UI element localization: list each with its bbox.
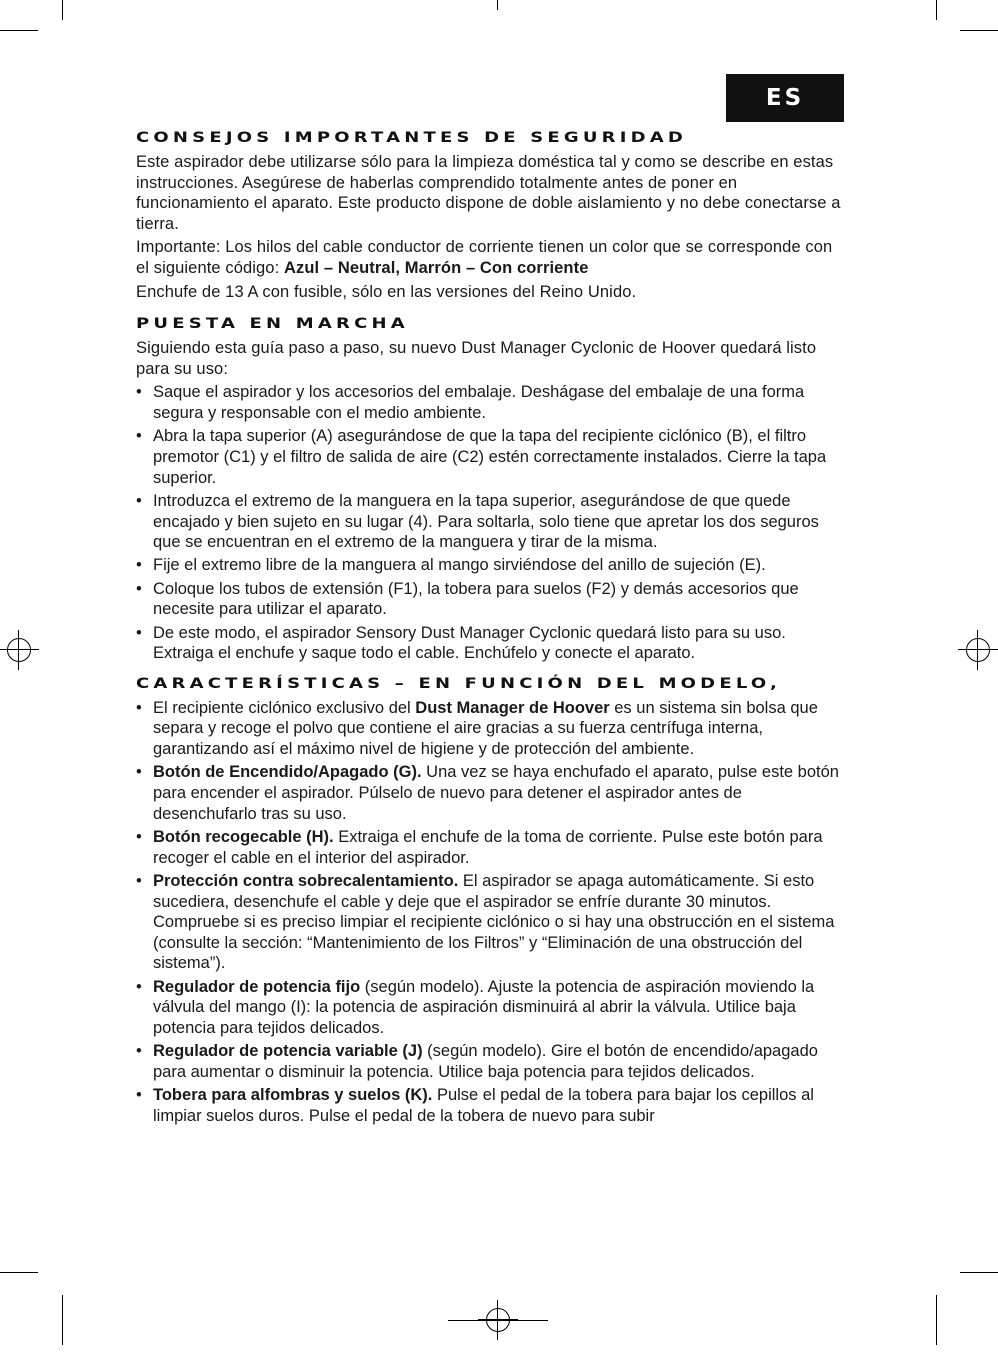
page-content [136,124,848,1129]
list-item: • El recipiente ciclónico exclusivo del Dust Manager de Hoover es un sistema sin bolsa que separa y recoge el polvo que contiene el aire gracias a su fuerza centrífuga interna, garantizando así el máximo nivel de higiene y de protección del ambiente. [136,698,848,760]
features-list [136,698,848,1127]
crop-mark [936,1295,937,1345]
crop-mark [0,1272,38,1273]
list-item: • Regulador de potencia variable (J) (según modelo). Gire el botón de encendido/apagado para aumentar o disminuir la potencia. Utilice baja potencia para tejidos delicados. [136,1041,848,1082]
list-item: • De este modo, el aspirador Sensory Dust Manager Cyclonic quedará listo para su uso. Extraiga el enchufe y saque todo el cable. Enchúfelo y conecte el aparato. [136,623,848,664]
registration-mark-left [0,630,39,670]
registration-mark-right [958,630,998,670]
crop-mark [62,0,63,20]
list-item: • Fije el extremo libre de la manguera al mango sirviéndose del anillo de sujeción (E). [136,555,848,576]
crop-mark [960,30,998,31]
section-title-startup: PUESTA EN MARCHA [136,315,409,332]
list-item: • Abra la tapa superior (A) asegurándose de que la tapa del recipiente ciclónico (B), el filtro premotor (C1) y el filtro de salida de aire (C2) estén correctamente instalados. Cierre la tapa superior. [136,426,848,488]
language-tab: ES [726,74,844,122]
crop-mark [960,1272,998,1273]
list-item: • Protección contra sobrecalentamiento. El aspirador se apaga automáticamente. Si esto sucediera, desenchufe el cable y deje que el aspirador se enfríe durante 30 minutos. Compruebe si es preciso limpiar el recipiente ciclónico o si hay una obstrucción en el sistema (consulte la sección: “Mantenimiento de los Filtros” y “Eliminación de una obstrucción del sistema”). [136,871,848,974]
list-item: • Regulador de potencia fijo (según modelo). Ajuste la potencia de aspiración moviendo la válvula del mango (I): la potencia de aspiración disminuirá al abrir la válvula. Utilice baja potencia para tejidos delicados. [136,977,848,1039]
startup-intro: Siguiendo esta guía paso a paso, su nuevo Dust Manager Cyclonic de Hoover quedará listo para su uso: [136,339,817,378]
list-item: • Introduzca el extremo de la manguera en la tapa superior, asegurándose de que quede encajado y bien sujeto en su lugar (4). Para soltarla, solo tiene que apretar los dos seguros que se encuentran en el extremo de la manguera y tirar de la misma. [136,491,848,553]
startup-list [136,382,848,664]
crop-mark [0,30,38,31]
list-item: • Saque el aspirador y los accesorios del embalaje. Deshágase del embalaje de una forma segura y responsable con el medio ambiente. [136,382,848,423]
safety-paragraph-3: Enchufe de 13 A con fusible, sólo en las versiones del Reino Unido. [136,282,637,301]
safety-paragraph-1: Este aspirador debe utilizarse sólo para la limpieza doméstica tal y como se describe en estas instrucciones. Asegúrese de haberlas comprendido totalmente antes de poner en funcionamiento el aparato. Este producto dispone de doble aislamiento y no debe conectarse a tierra. [136,153,841,233]
crop-mark [936,0,937,20]
crop-mark [448,1320,548,1321]
crop-mark [62,1295,63,1345]
section-title-features: CARACTERÍSTICAS – EN FUNCIÓN DEL MODELO, [136,675,781,692]
list-item: • Coloque los tubos de extensión (F1), la tobera para suelos (F2) y demás accesorios que necesite para utilizar el aparato. [136,579,848,620]
list-item: • Botón recogecable (H). Extraiga el enchufe de la toma de corriente. Pulse este botón para recoger el cable en el interior del aspirador. [136,827,848,868]
safety-paragraph-2: Importante: Los hilos del cable conductor de corriente tienen un color que se corresponde con el siguiente código: Azul – Neutral, Marrón – Con corriente [136,238,833,277]
list-item: • Botón de Encendido/Apagado (G). Una vez se haya enchufado el aparato, pulse este botón para encender el aspirador. Púlselo de nuevo para detener el aspirador antes de desenchufarlo tras su uso. [136,762,848,824]
section-title-safety: CONSEJOS IMPORTANTES DE SEGURIDAD [136,129,688,146]
list-item: • Tobera para alfombras y suelos (K). Pulse el pedal de la tobera para bajar los cepillos al limpiar suelos duros. Pulse el pedal de la tobera de nuevo para subir [136,1085,848,1126]
crop-mark [497,0,498,10]
